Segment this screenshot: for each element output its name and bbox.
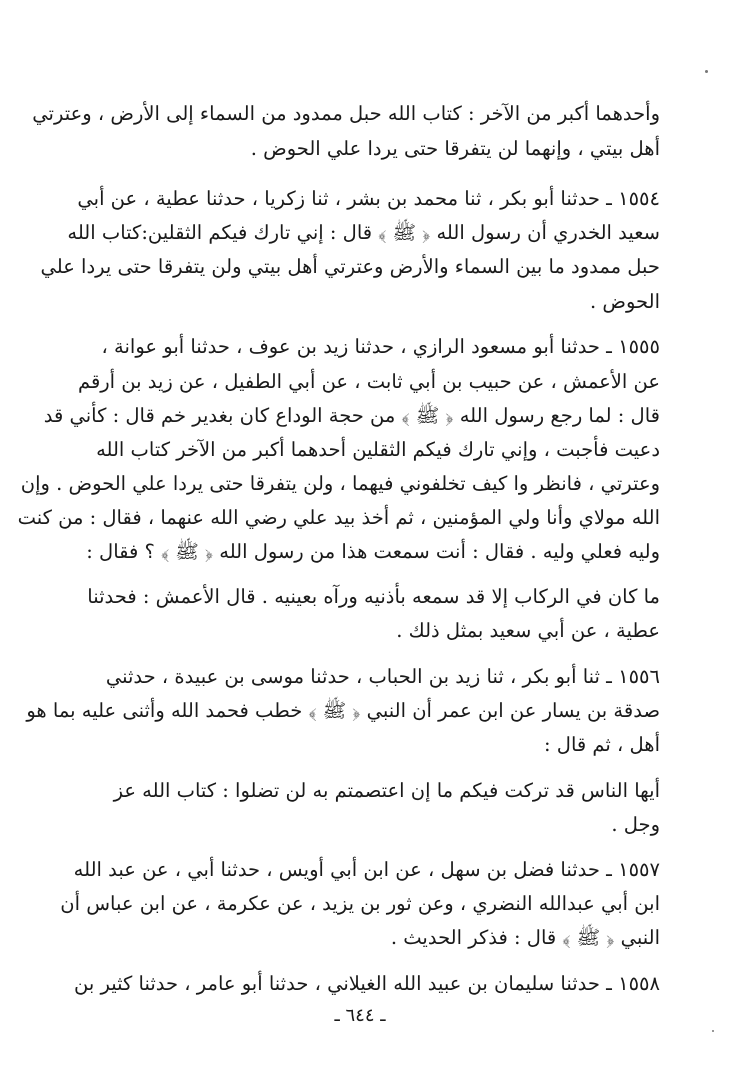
hadith-1556-line: ١٥٥٦ ـ ثنا أبو بكر ، ثنا زيد بن الحباب ، حدثنا موسى بن عبيدة ، حدثني <box>105 665 660 688</box>
hadith-1554-line: ١٥٥٤ ـ حدثنا أبو بكر ، ثنا محمد بن بشر ، ثنا زكريا ، حدثنا عطية ، عن أبي <box>77 187 660 210</box>
text-line: ما كان في الركاب إلا قد سمعه بأذنيه ورآه بعينيه . قال الأعمش : فحدثنا <box>87 585 660 608</box>
scan-speck <box>705 70 708 73</box>
text-line: أيها الناس قد تركت فيكم ما إن اعتصمتم به لن تضلوا : كتاب الله عز <box>113 779 660 802</box>
hadith-1558-line: ١٥٥٨ ـ حدثنا سليمان بن عبيد الله الغيلاني ، حدثنا أبو عامر ، حدثنا كثير بن <box>74 972 660 995</box>
text-line: النبي ﴿ ﷺ ﴾ قال : فذكر الحديث . <box>390 926 660 949</box>
scan-speck <box>712 1030 714 1032</box>
page-number: ـ ٦٤٤ ـ <box>334 1005 386 1026</box>
text-line: ابن أبي عبدالله النضري ، وعن ثور بن يزيد ، عن عكرمة ، عن ابن عباس أن <box>60 892 660 915</box>
text-line: قال : لما رجع رسول الله ﴿ ﷺ ﴾ من حجة الوداع كان بغدير خم قال : كأني قد <box>43 404 660 427</box>
hadith-1557-line: ١٥٥٧ ـ حدثنا فضل بن سهل ، عن ابن أبي أويس ، حدثنا أبي ، عن عبد الله <box>73 858 660 881</box>
hadith-1555-line: ١٥٥٥ ـ حدثنا أبو مسعود الرازي ، حدثنا زيد بن عوف ، حدثنا أبو عوانة ، <box>101 335 660 358</box>
text-line: أهل ، ثم قال : <box>544 733 660 756</box>
text-line: وأحدهما أكبر من الآخر : كتاب الله حبل ممدود من السماء إلى الأرض ، وعترتي <box>32 102 660 125</box>
text-line: عطية ، عن أبي سعيد بمثل ذلك . <box>396 619 660 642</box>
text-line: حبل ممدود ما بين السماء والأرض وعترتي أهل بيتي ولن يتفرقا حتى يردا علي <box>40 255 660 278</box>
text-line: صدقة بن يسار عن ابن عمر أن النبي ﴿ ﷺ ﴾ خطب فحمد الله وأثنى عليه بما هو <box>26 699 660 722</box>
text-line: دعيت فأجبت ، وإني تارك فيكم الثقلين أحدهما أكبر من الآخر كتاب الله <box>96 438 660 461</box>
text-line: وجل . <box>611 813 660 836</box>
text-line: سعيد الخدري أن رسول الله ﴿ ﷺ ﴾ قال : إني تارك فيكم الثقلين:كتاب الله <box>67 221 660 244</box>
text-line: وليه فعلي وليه . فقال : أنت سمعت هذا من رسول الله ﴿ ﷺ ﴾ ؟ فقال : <box>86 540 660 563</box>
text-line: أهل بيتي ، وإنهما لن يتفرقا حتى يردا علي الحوض . <box>250 137 660 160</box>
text-line: الحوض . <box>590 290 660 313</box>
text-line: الله مولاي وأنا ولي المؤمنين ، ثم أخذ بيد علي رضي الله عنهما ، فقال : من كنت <box>17 506 660 529</box>
text-line: وعترتي ، فانظر وا كيف تخلفوني فيهما ، ولن يتفرقا حتى يردا علي الحوض . وإن <box>20 472 660 495</box>
text-line: عن الأعمش ، عن حبيب بن أبي ثابت ، عن أبي الطفيل ، عن زيد بن أرقم <box>77 370 660 393</box>
